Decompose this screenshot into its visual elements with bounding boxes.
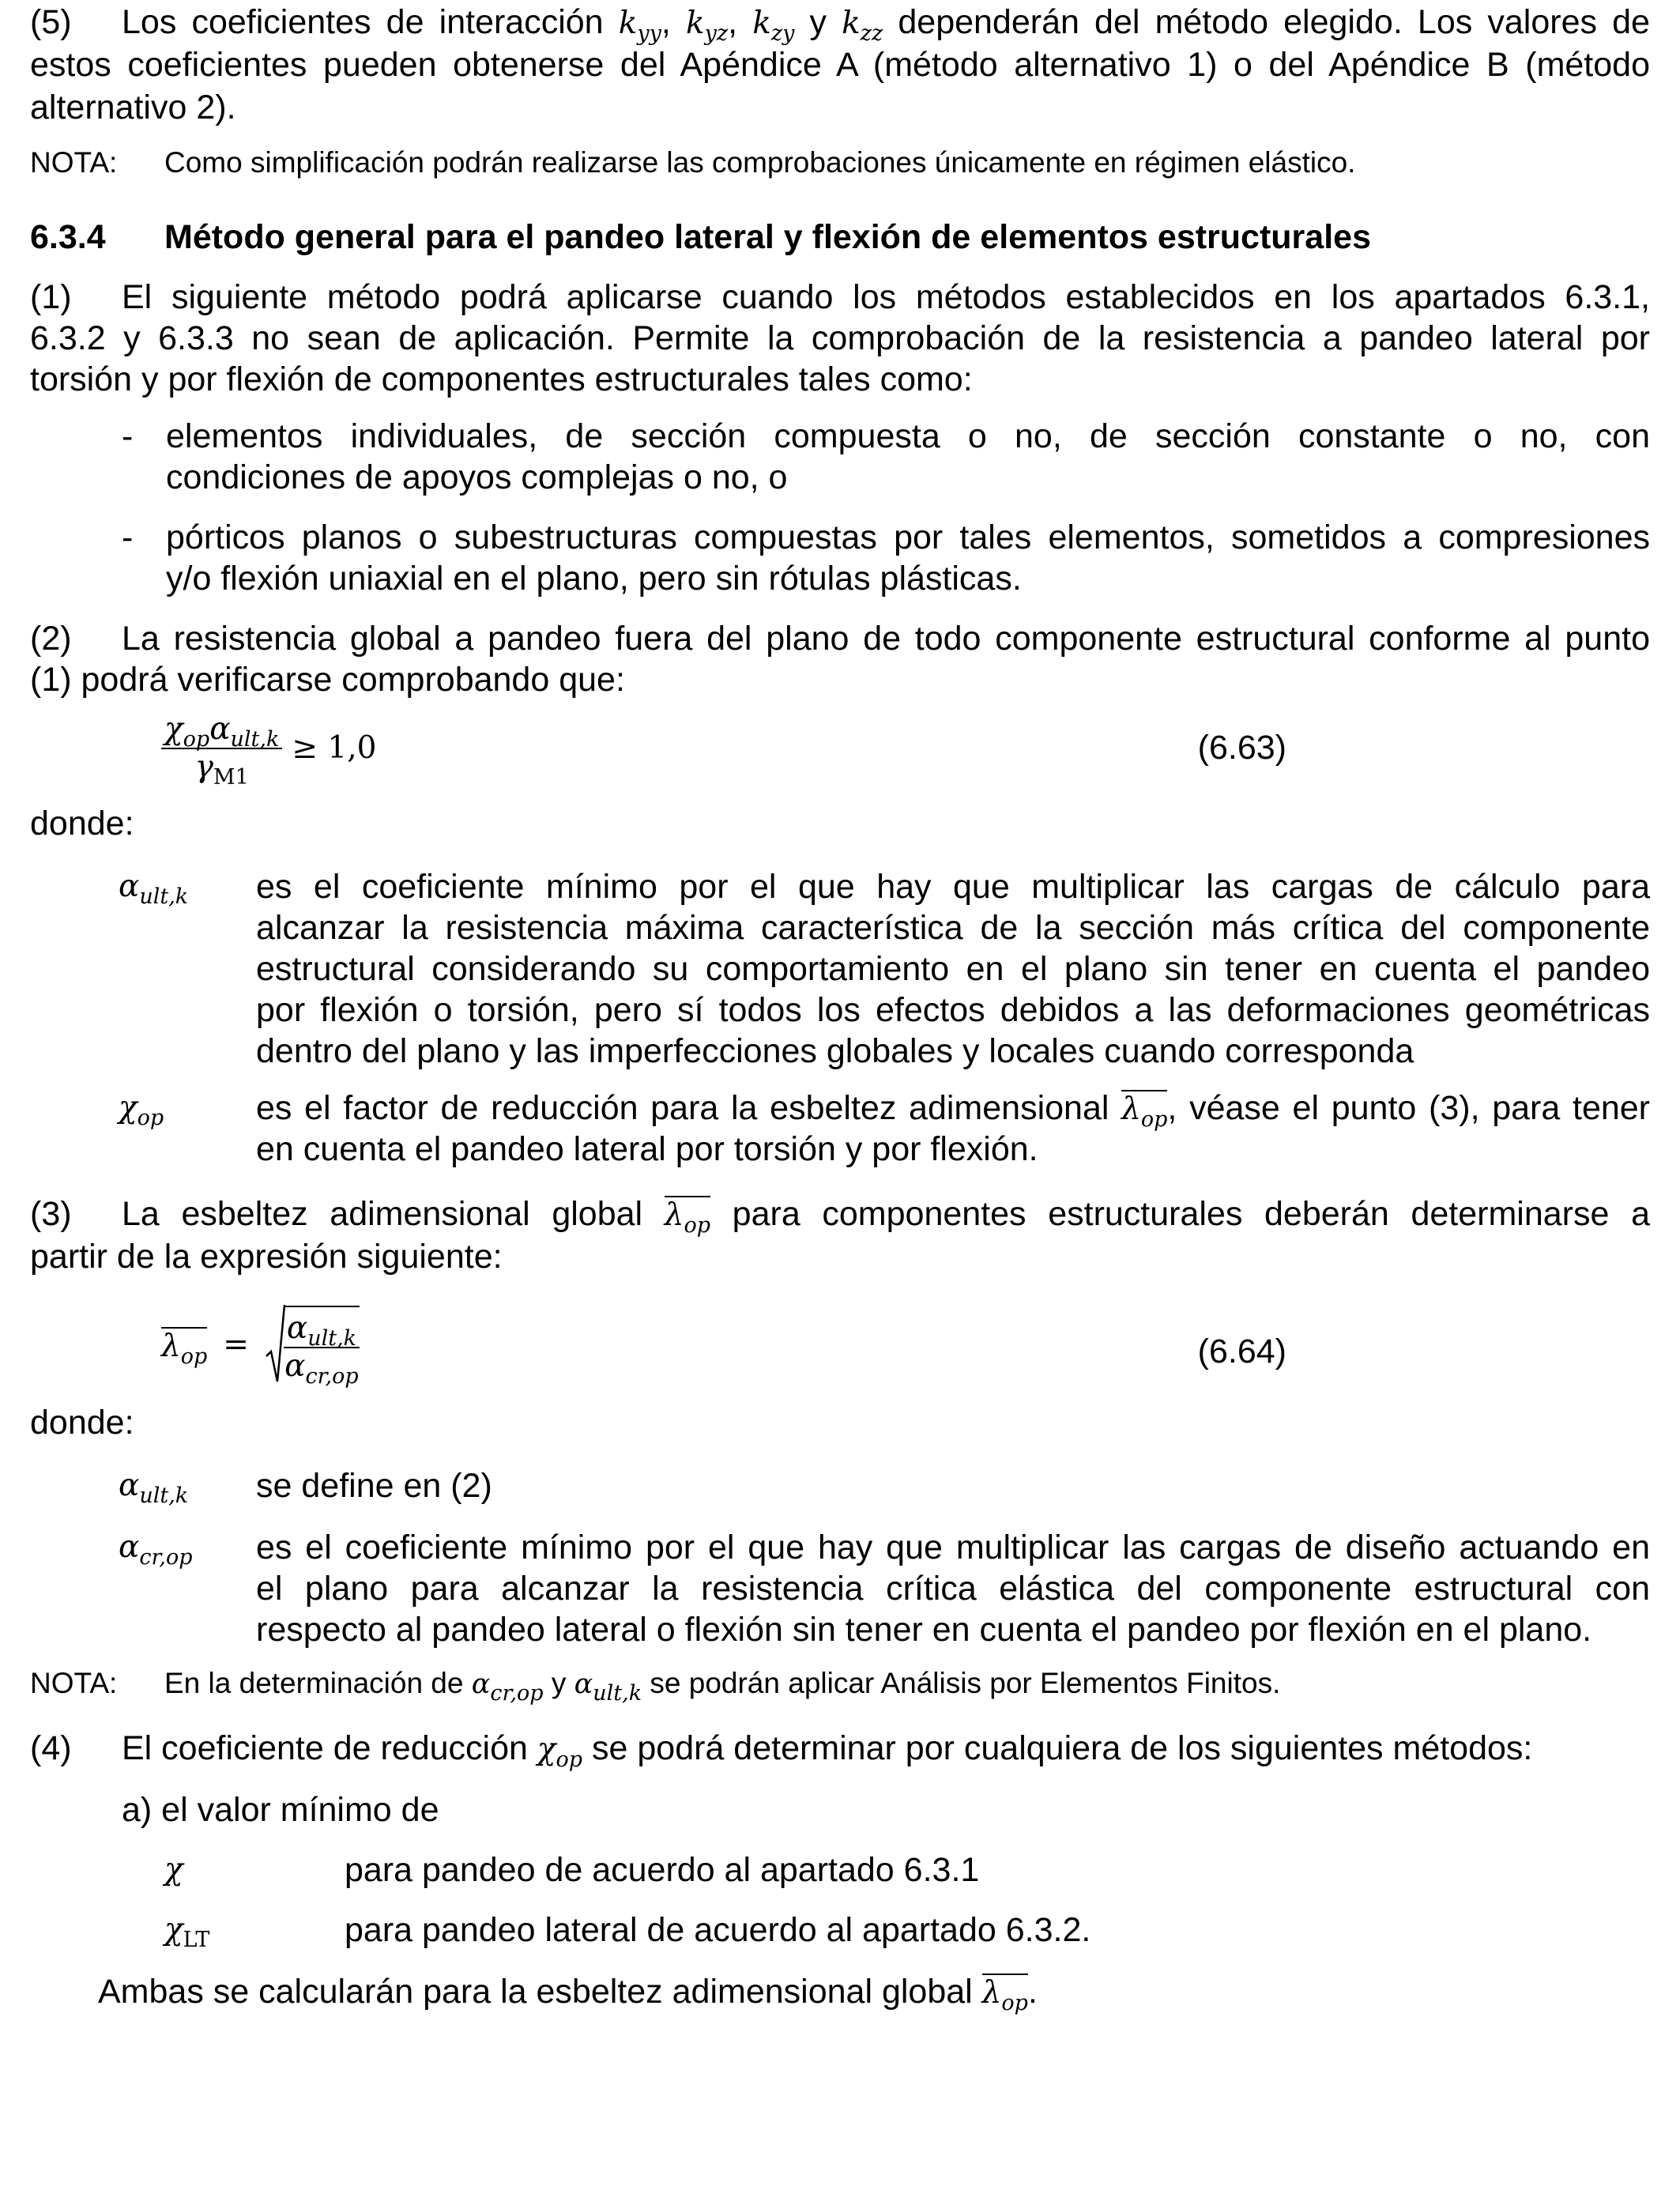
- paragraph-5-line-3: alternativo 2).: [30, 89, 236, 126]
- paragraph-number: (1): [30, 278, 72, 316]
- definition-symbol: $\alpha_{ult,k}$: [119, 1468, 189, 1508]
- math-lambda-op-bar: $\lambda_{op}$: [664, 1197, 711, 1238]
- bullet-2-line-1: pórticos planos o subestructuras compuestas por tales elementos, sometidos a compresiones: [166, 518, 1650, 556]
- paragraph-1-line-1: [30, 277, 1650, 318]
- note-text: En la determinación de $\alpha_{cr,op}$ y $\alpha_{ult,k}$ se podrán aplicar Análisis por Elementos Finitos.: [164, 1667, 1281, 1706]
- paragraph-3-line-1: (3) La esbeltez adimensional global $\lambda_{op}$ para componentes estructurales deberán determinarse a: [30, 1195, 1650, 1238]
- definition-text: es el coeficiente mínimo por el que hay que multiplicar las cargas de cálculo para alcanzar la resistencia máxima característica de la sección más crítica del componente estructural considerando su comportamiento en el plano sin tener en cuenta el pandeo por flexión o torsión, pero sí todos los efectos debidos a las deformaciones geométricas dentro del plano y las imperfecciones globales y locales cuando corresponda: [256, 868, 1650, 1070]
- math-lambda-op-bar: $\lambda_{op}$: [981, 1975, 1028, 2015]
- section-title: Método general para el pandeo lateral y flexión de elementos estructurales: [164, 218, 1371, 256]
- text: La resistencia global a pandeo fuera del plano de todo componente estructural conforme al punto: [122, 620, 1650, 658]
- definition-text: es el coeficiente mínimo por el que hay que multiplicar las cargas de diseño actuando en el plano para alcanzar la resistencia crítica elástica del componente estructural con respecto al pandeo lateral o flexión sin tener en cuenta el pandeo por flexión en el plano.: [256, 1529, 1650, 1649]
- math-k-yy: $k_{yy}$: [618, 6, 661, 46]
- equation-6-64: [30, 1296, 1650, 1391]
- bullet-1-line-2: condiciones de apoyos complejas o no, o: [166, 458, 788, 496]
- chi-lt-text: para pandeo lateral de acuerdo al apartado 6.3.2.: [345, 1911, 1091, 1949]
- paragraph-5-line-1: (5) Los coeficientes de interacción $k_{yy}$, $k_{yz}$, $k_{zy}$ y $k_{zz}$ dependerán del método elegido. Los valores de: [30, 3, 1650, 46]
- equation-fraction: $\frac{\alpha_{ult,k}}{\alpha_{cr,op}}$: [284, 1310, 359, 1389]
- paragraph-number: (5): [30, 3, 72, 41]
- math-k-zz: $k_{zz}$: [842, 6, 883, 46]
- paragraph-4-line-1: (4) El coeficiente de reducción $\chi_{op}$ se podrá determinar por cualquiera de los siguientes métodos:: [30, 1729, 1533, 1772]
- math-k-zy: $k_{zy}$: [752, 6, 795, 46]
- math-lambda-op-bar: $\lambda_{op}$: [1121, 1091, 1168, 1132]
- chi-text: para pandeo de acuerdo al apartado 6.3.1: [345, 1851, 980, 1889]
- equation-label: (6.63): [1197, 729, 1286, 767]
- equation-6-63: [30, 711, 1650, 798]
- list-item-text: a) el valor mínimo de: [122, 1791, 439, 1829]
- equation-label: (6.64): [1197, 1333, 1286, 1370]
- paragraph-2-line-1: [30, 618, 1650, 659]
- equation-fraction: $\frac{\chi_{op}\alpha_{ult,k}}{\gamma_{M1}}$: [161, 711, 282, 786]
- text: y: [809, 3, 827, 41]
- paragraph-1-line-2: 6.3.2 y 6.3.3 no sean de aplicación. Permite la comprobación de la resistencia a pandeo lateral por: [30, 319, 1650, 357]
- bullet-1-line-1: elementos individuales, de sección compuesta o no, de sección constante o no, con: [166, 417, 1650, 455]
- text: El siguiente método podrá aplicarse cuando los métodos establecidos en los apartados 6.3.1,: [122, 278, 1650, 316]
- note-text: Como simplificación podrán realizarse las comprobaciones únicamente en régimen elástico.: [164, 146, 1356, 179]
- math-chi: χ: [164, 1852, 183, 1887]
- note-label: NOTA:: [30, 146, 118, 179]
- definition-symbol: $\chi_{op}$: [119, 1090, 164, 1130]
- bullet-2-line-2: y/o flexión uniaxial en el plano, pero sin rótulas plásticas.: [166, 560, 1022, 598]
- equation-lhs: $\lambda_{op}$: [161, 1328, 208, 1369]
- text: dependerán del método elegido. Los valores de: [898, 3, 1650, 41]
- definition-text: se define en (2): [256, 1467, 492, 1505]
- paragraph-5-line-2: estos coeficientes pueden obtenerse del Apéndice A (método alternativo 1) o del Apéndice B (método: [30, 46, 1650, 84]
- paragraph-3-line-2: partir de la expresión siguiente:: [30, 1238, 503, 1276]
- equation-body: [161, 1304, 360, 1389]
- paragraph-number: (3): [30, 1195, 72, 1233]
- bullet-dash: -: [122, 417, 134, 455]
- paragraph-1-line-3: torsión y por flexión de componentes estructurales tales como:: [30, 360, 973, 398]
- paragraph-number: (2): [30, 620, 72, 658]
- math-chi-op: $\chi_{op}$: [537, 1732, 583, 1772]
- donde-label: donde:: [30, 1404, 134, 1442]
- section-number: 6.3.4: [30, 218, 106, 256]
- donde-label: donde:: [30, 805, 134, 843]
- math-chi-lt: $\chi_{LT}$: [164, 1912, 210, 1952]
- definition-text: es el factor de reducción para la esbeltez adimensional $\lambda_{op}$, véase el punto (3), para tener en cuenta el pandeo lateral por torsión y por flexión.: [256, 1089, 1651, 1168]
- definition-symbol: $\alpha_{cr,op}$: [119, 1529, 193, 1570]
- paragraph-number: (4): [30, 1729, 72, 1767]
- sqrt-icon: [265, 1304, 285, 1386]
- paragraph-2-line-2: (1) podrá verificarse comprobando que:: [30, 661, 625, 699]
- math-k-yz: $k_{yz}$: [686, 6, 729, 46]
- definition-symbol: $\alpha_{ult,k}$: [119, 869, 189, 909]
- bullet-dash: -: [122, 518, 134, 556]
- equation-rhs: ≥ 1,0: [292, 730, 377, 766]
- equals-sign: =: [223, 1327, 249, 1363]
- text: Los coeficientes de interacción: [122, 3, 604, 41]
- note-label: NOTA:: [30, 1667, 118, 1699]
